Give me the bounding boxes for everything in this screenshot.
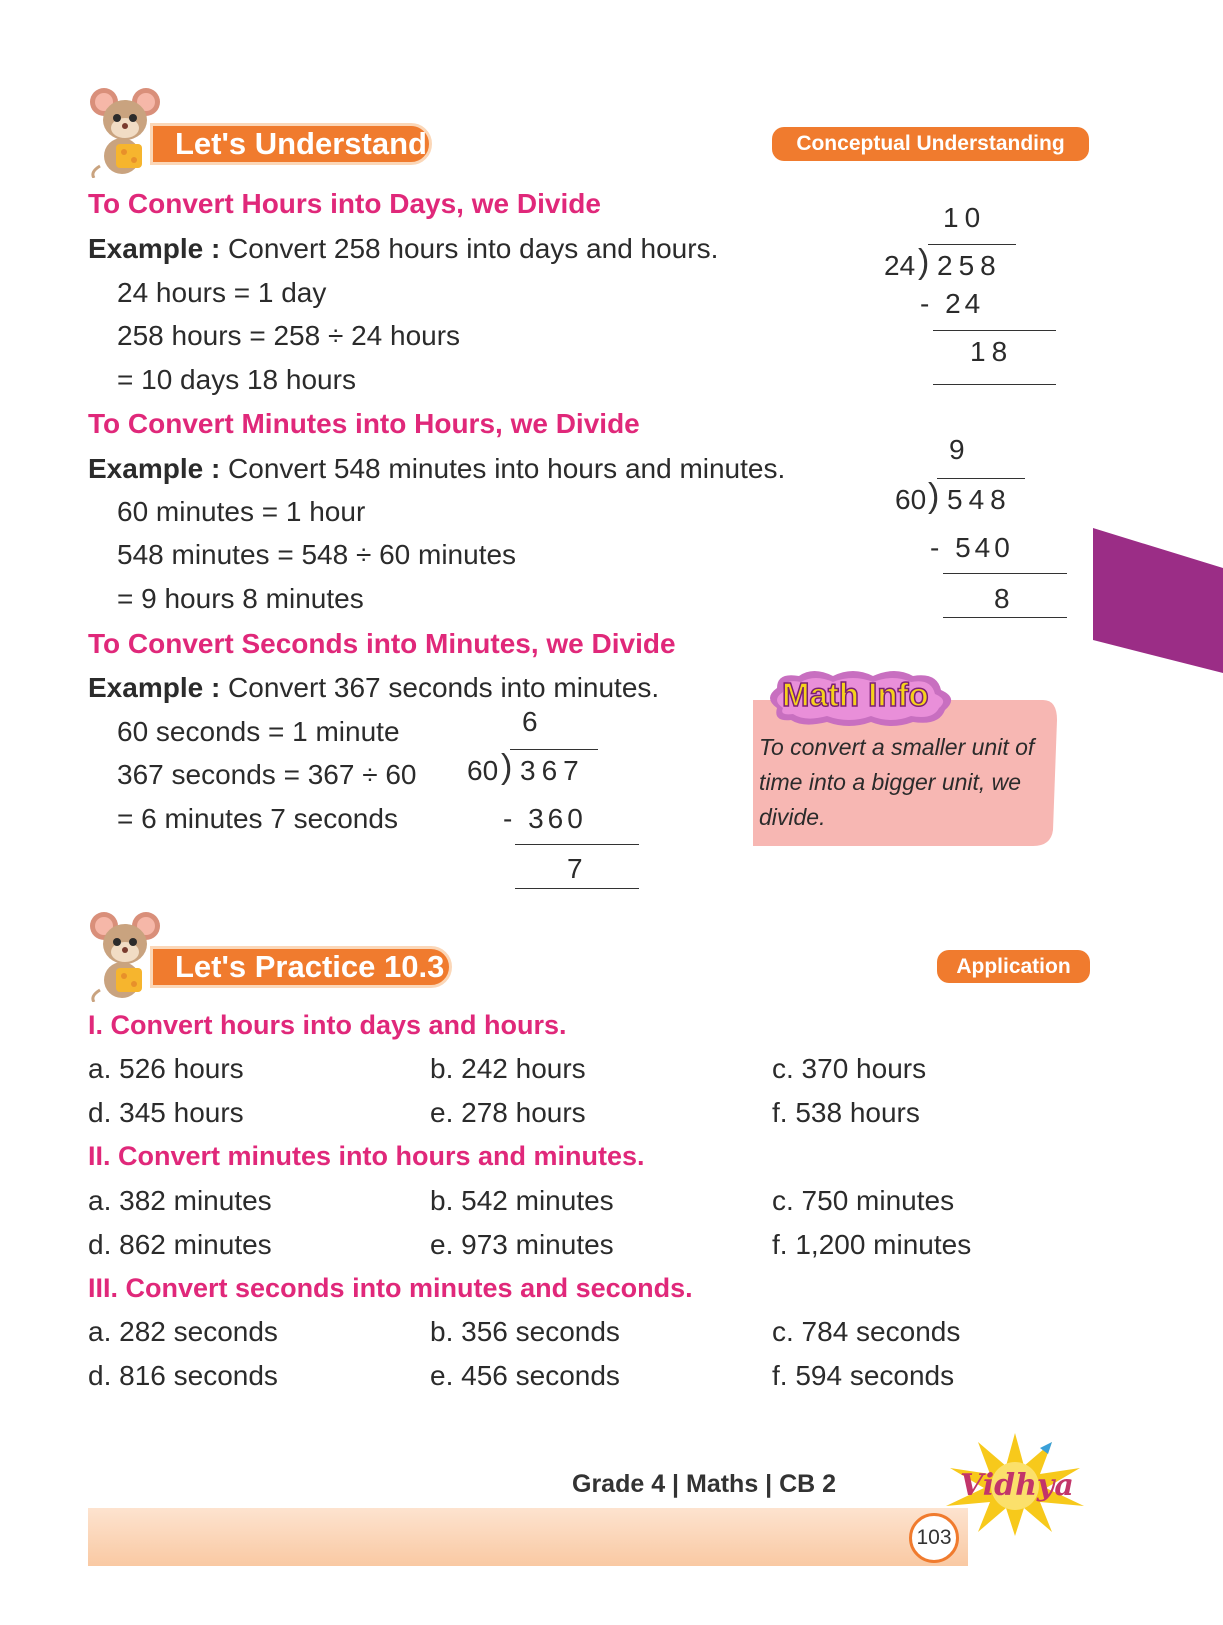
- section-title-understand: Let's Understand: [150, 123, 432, 165]
- division-bracket: ): [501, 748, 513, 786]
- division-divisor: 60: [467, 755, 499, 786]
- division-bar: [937, 478, 1025, 479]
- example-hours-days: [88, 233, 718, 265]
- example-text: Convert 548 minutes into hours and minutes.: [220, 453, 786, 484]
- heading-minutes-hours: To Convert Minutes into Hours, we Divide: [88, 408, 640, 439]
- practice-item: b. 542 minutes: [430, 1185, 614, 1216]
- practice-item: d. 862 minutes: [88, 1229, 272, 1260]
- practice-item: d. 816 seconds: [88, 1360, 278, 1391]
- hours-days-line-1: 24 hours = 1 day: [117, 277, 327, 308]
- division-line: [515, 888, 639, 889]
- footer-brand: Vidhya: [960, 1468, 1074, 1503]
- practice-item: b. 356 seconds: [430, 1316, 620, 1347]
- practice-heading-2: II. Convert minutes into hours and minutes.: [88, 1141, 645, 1171]
- practice-item: e. 278 hours: [430, 1097, 586, 1128]
- section-title-practice: Let's Practice 10.3: [150, 946, 452, 988]
- page-number: 103: [909, 1513, 959, 1563]
- tag-conceptual-understanding: Conceptual Understanding: [772, 127, 1089, 161]
- practice-item: c. 750 minutes: [772, 1185, 955, 1216]
- example-label: Example :: [88, 453, 221, 484]
- math-info-title: Math Info: [782, 676, 929, 713]
- division-quotient: 10: [943, 202, 987, 233]
- footer-grade-subject: Grade 4 | Maths | CB 2: [572, 1470, 837, 1498]
- seconds-minutes-line-2: 367 seconds = 367 ÷ 60: [117, 759, 417, 790]
- division-divisor: 24: [884, 250, 916, 281]
- example-seconds-minutes: [88, 672, 659, 704]
- division-remainder: 8: [994, 583, 1016, 614]
- practice-item: b. 242 hours: [430, 1053, 586, 1084]
- practice-item: a. 382 minutes: [88, 1185, 272, 1216]
- division-bar: [510, 749, 598, 750]
- practice-item: e. 973 minutes: [430, 1229, 614, 1260]
- practice-heading-3: III. Convert seconds into minutes and seconds.: [88, 1273, 693, 1303]
- practice-item: c. 784 seconds: [772, 1316, 961, 1347]
- practice-item: a. 282 seconds: [88, 1316, 278, 1347]
- practice-item: f. 1,200 minutes: [772, 1229, 972, 1260]
- division-dividend: 367: [520, 755, 585, 786]
- division-subtract: - 540: [930, 532, 1014, 563]
- division-subtract: - 24: [920, 288, 985, 319]
- heading-hours-days: To Convert Hours into Days, we Divide: [88, 188, 601, 219]
- example-text: Convert 367 seconds into minutes.: [220, 672, 660, 703]
- example-minutes-hours: [88, 453, 785, 485]
- side-tab-decoration: [1093, 528, 1223, 673]
- division-bracket: ): [928, 477, 940, 515]
- minutes-hours-line-2: 548 minutes = 548 ÷ 60 minutes: [117, 539, 517, 570]
- practice-item: e. 456 seconds: [430, 1360, 620, 1391]
- division-bar: [928, 244, 1016, 245]
- example-label: Example :: [88, 672, 221, 703]
- heading-seconds-minutes: To Convert Seconds into Minutes, we Divide: [88, 628, 676, 659]
- division-quotient: 9: [949, 434, 971, 465]
- practice-item: d. 345 hours: [88, 1097, 244, 1128]
- minutes-hours-line-3: = 9 hours 8 minutes: [117, 583, 364, 614]
- footer-bar: [88, 1508, 968, 1566]
- tag-application: Application: [937, 950, 1090, 983]
- division-subtract: - 360: [503, 803, 587, 834]
- division-remainder: 18: [970, 336, 1014, 367]
- division-line: [933, 384, 1056, 385]
- division-line: [943, 617, 1067, 618]
- division-remainder: 7: [567, 853, 589, 884]
- division-line: [943, 573, 1067, 574]
- hours-days-line-2: 258 hours = 258 ÷ 24 hours: [117, 320, 461, 351]
- division-divisor: 60: [895, 484, 927, 515]
- practice-item: f. 594 seconds: [772, 1360, 955, 1391]
- division-dividend: 258: [937, 250, 1002, 281]
- practice-item: f. 538 hours: [772, 1097, 920, 1128]
- division-line: [515, 844, 639, 845]
- hours-days-line-3: = 10 days 18 hours: [117, 364, 356, 395]
- division-quotient: 6: [522, 706, 544, 737]
- division-bracket: ): [918, 243, 930, 281]
- division-line: [933, 330, 1056, 331]
- practice-heading-1: I. Convert hours into days and hours.: [88, 1010, 567, 1040]
- math-info-text: To convert a smaller unit of time into a bigger unit, we divide.: [759, 734, 1035, 830]
- practice-item: a. 526 hours: [88, 1053, 244, 1084]
- example-text: Convert 258 hours into days and hours.: [220, 233, 719, 264]
- division-dividend: 548: [947, 484, 1012, 515]
- minutes-hours-line-1: 60 minutes = 1 hour: [117, 496, 366, 527]
- seconds-minutes-line-1: 60 seconds = 1 minute: [117, 716, 400, 747]
- seconds-minutes-line-3: = 6 minutes 7 seconds: [117, 803, 398, 834]
- example-label: Example :: [88, 233, 221, 264]
- practice-item: c. 370 hours: [772, 1053, 927, 1084]
